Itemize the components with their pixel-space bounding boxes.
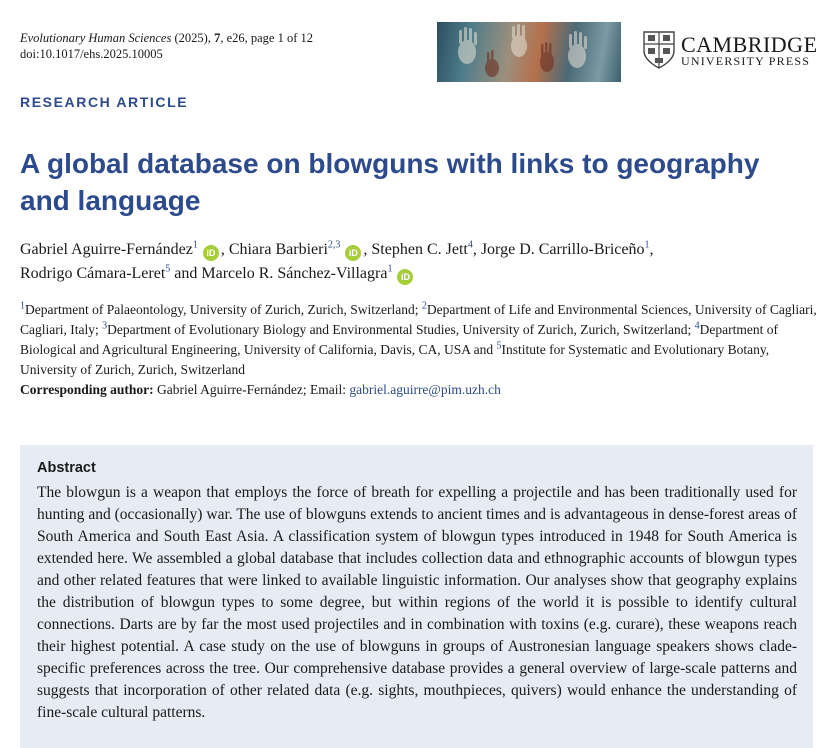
- author-affil-sup: 1: [192, 239, 198, 251]
- author-name[interactable]: Stephen C. Jett: [371, 241, 468, 258]
- cambridge-logo[interactable]: [643, 31, 818, 71]
- author-name[interactable]: Rodrigo Cámara-Leret: [20, 265, 166, 282]
- affil-text: Institute for Systematic and Evolutionary Botany, University of Zurich, Zurich, Switzerland: [20, 342, 770, 377]
- journal-name: Evolutionary Human Sciences: [20, 31, 172, 45]
- abstract-heading: Abstract: [37, 460, 96, 476]
- orcid-icon[interactable]: iD: [397, 269, 413, 285]
- journal-cover-image: [437, 22, 621, 82]
- author-separator: ,: [649, 241, 654, 258]
- author-name[interactable]: Marcelo R. Sánchez-Villagra: [201, 265, 388, 282]
- abstract-box: [20, 445, 813, 748]
- abstract-text: The blowgun is a weapon that employs the force of breath for expelling a projectile and has been traditionally used for hunting and (occasionally) war. The use of blowguns extends to ancient times and is advantageous in dense-forest areas of South America and South East Asia. A classification system of blowgun types introduced in 1948 for South America is extended here. We assembled a global database that includes collection data and ethnographic accounts of blowgun types and other related features that were linked to available linguistic information. Our analyses show that geography explains the distribution of blowgun types to some degree, but within regions of the world it is possible to identify cultural connections. Darts are by far the most used projectiles and in combination with toxins (e.g. curare), these weapons reach their highest potential. A case study on the use of blowguns in groups of Austronesian language speakers shows clade-specific preferences across the tree. Our comprehensive database provides a general overview of large-scale patterns and suggests that incorporation of other related data (e.g. sights, mouthpieces, quivers) would enhance the understanding of fine-scale cultural patterns.: [37, 484, 797, 721]
- orcid-icon[interactable]: iD: [203, 245, 219, 261]
- author-list: [20, 238, 820, 286]
- author-name[interactable]: Gabriel Aguirre-Fernández: [20, 241, 193, 258]
- affil-text: Department of Palaeontology, University of Zurich, Zurich, Switzerland;: [25, 302, 422, 317]
- publisher-subtitle: UNIVERSITY PRESS: [681, 54, 811, 68]
- corresponding-label: Corresponding author:: [20, 382, 154, 397]
- author-affil-sup: 1: [644, 239, 650, 251]
- author-affil-sup: 1: [387, 263, 393, 275]
- author-separator: ,: [472, 241, 481, 258]
- corresponding-text: Gabriel Aguirre-Fernández; Email:: [153, 382, 350, 397]
- affil-text: Department of Biological and Agricultural Engineering, University of California, Davis, CA, USA and: [20, 322, 778, 357]
- journal-citation: [20, 30, 313, 46]
- orcid-icon[interactable]: iD: [345, 245, 361, 261]
- author-affil-sup: 5: [165, 263, 171, 275]
- author-separator: ,: [363, 241, 372, 258]
- email-link[interactable]: gabriel.aguirre@pim.uzh.ch: [349, 382, 501, 397]
- author-affil-sup: 4: [467, 239, 473, 251]
- journal-issue-page: , e26, page 1 of 12: [220, 31, 313, 45]
- affil-sup: 5: [496, 340, 502, 352]
- affiliations: [20, 300, 820, 380]
- author-name[interactable]: Jorge D. Carrillo-Briceño: [480, 241, 645, 258]
- author-name[interactable]: Chiara Barbieri: [228, 241, 328, 258]
- author-separator: ,: [220, 241, 229, 258]
- affil-text: Department of Evolutionary Biology and Environmental Studies, University of Zurich, Zurich, Switzerland;: [107, 322, 695, 337]
- journal-year: (2025),: [171, 31, 215, 45]
- journal-volume: 7: [214, 31, 221, 45]
- affil-sup: 3: [102, 320, 108, 332]
- corresponding-author: [20, 381, 501, 399]
- doi[interactable]: doi:10.1017/ehs.2025.10005: [20, 47, 163, 61]
- cave-hands-art: [437, 22, 621, 82]
- article-title: A global database on blowguns with links to geography and language: [20, 148, 760, 216]
- author-separator: and: [170, 265, 202, 282]
- affil-sup: 1: [20, 300, 25, 312]
- cambridge-shield-icon: [643, 31, 675, 69]
- affil-sup: 4: [694, 320, 700, 332]
- affil-text: Department of Life and Environmental Sciences, University of Cagliari, Cagliari, Italy;: [20, 302, 817, 337]
- author-affil-sup: 2,3: [327, 239, 341, 251]
- article-type: RESEARCH ARTICLE: [20, 94, 189, 110]
- publisher-name: CAMBRIDGE: [681, 32, 818, 57]
- affil-sup: 2: [421, 300, 427, 312]
